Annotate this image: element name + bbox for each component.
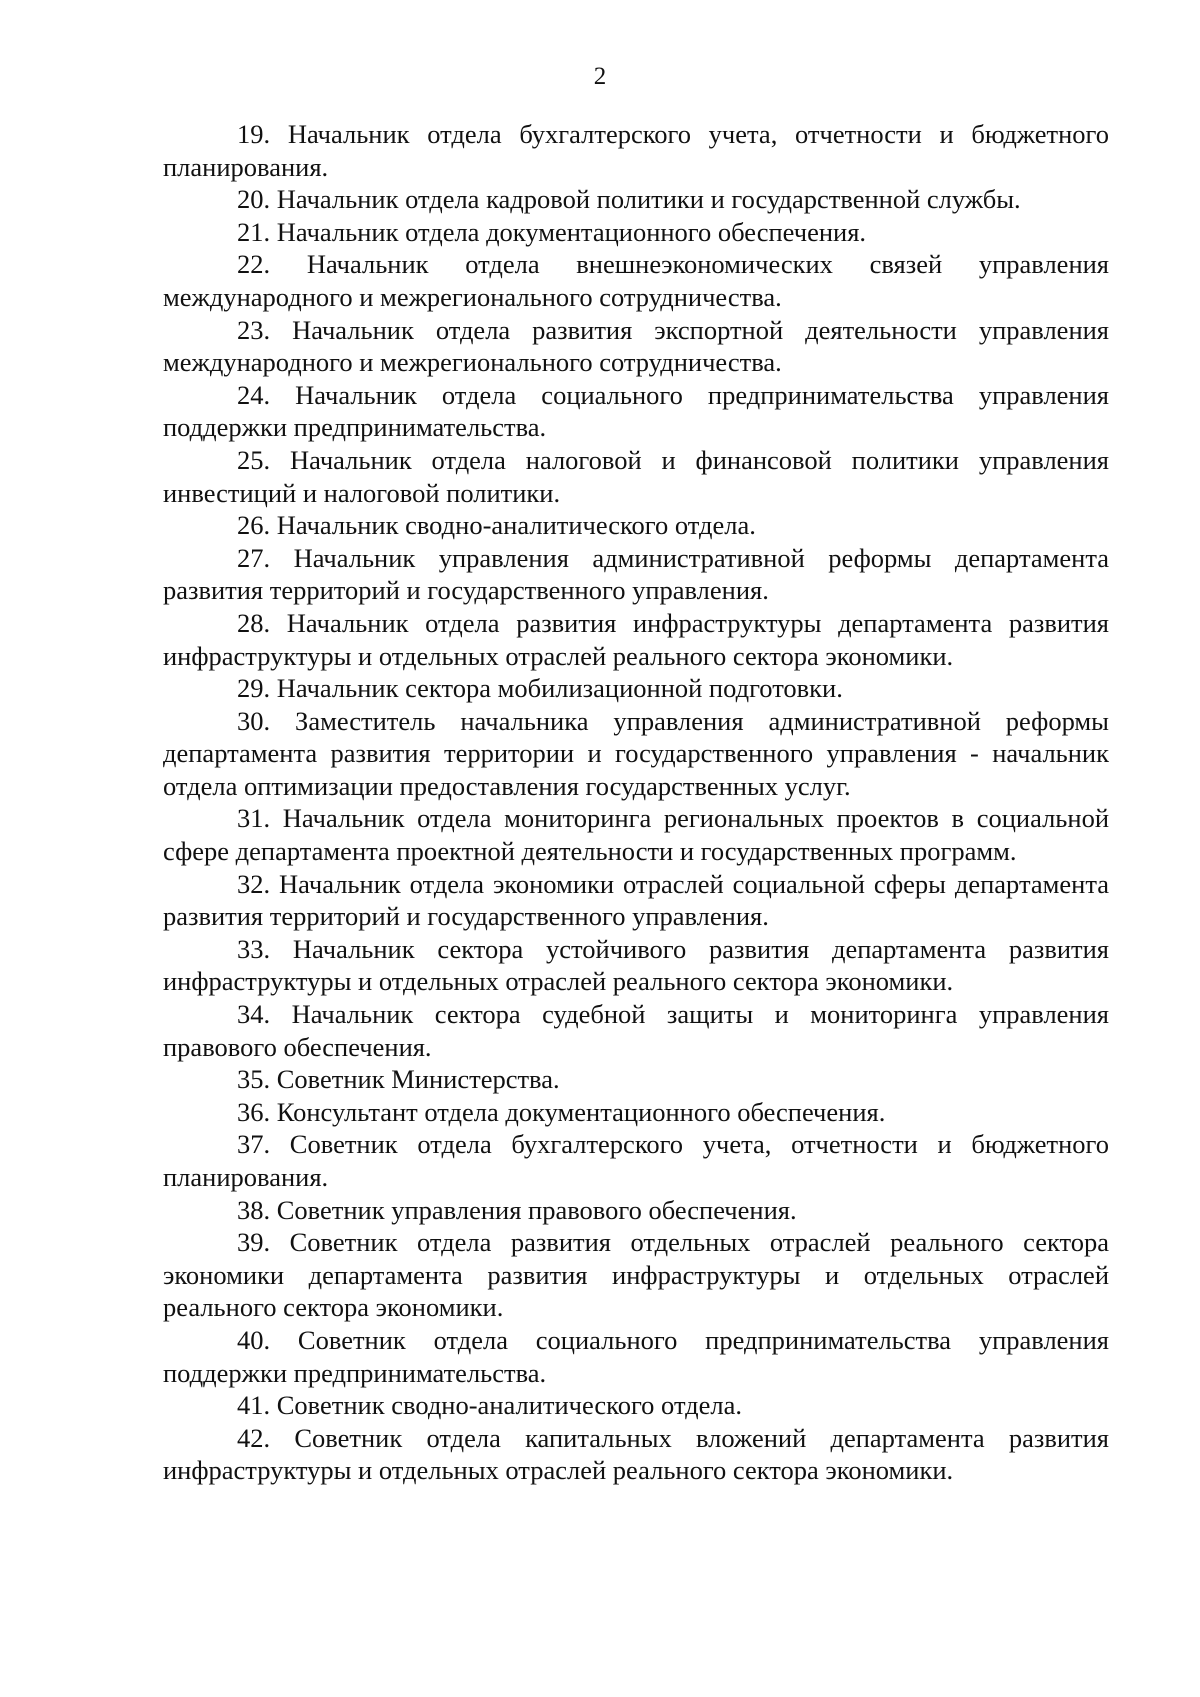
list-item: 33. Начальник сектора устойчивого развития департамента развития инфраструктуры и отдельных отраслей реального сектора экономики. xyxy=(163,933,1109,997)
list-item: 37. Советник отдела бухгалтерского учета, отчетности и бюджетного планирования. xyxy=(163,1129,1109,1192)
list-item: 39. Советник отдела развития отдельных отраслей реального сектора экономики департамента развития инфраструктуры и отдельных отраслей реального сектора экономики. xyxy=(163,1227,1109,1323)
list-item: 42. Советник отдела капитальных вложений департамента развития инфраструктуры и отдельных отраслей реального сектора экономики. xyxy=(163,1422,1109,1486)
list-item: 30. Заместитель начальника управления административной реформы департамента развития территории и государственного управления - начальник отдела оптимизации предоставления государственных услуг. xyxy=(163,705,1109,801)
list-item: 25. Начальник отдела налоговой и финансовой политики управления инвестиций и налоговой политики. xyxy=(163,444,1109,508)
list-item: 22. Начальник отдела внешнеэкономических связей управления международного и межрегионального сотрудничества. xyxy=(163,249,1109,312)
list-item: 24. Начальник отдела социального предпринимательства управления поддержки предпринимательства. xyxy=(163,379,1109,443)
list-item: 38. Советник управления правового обеспечения. xyxy=(237,1194,797,1225)
list-item: 36. Консультант отдела документационного обеспечения. xyxy=(237,1096,886,1127)
list-item: 40. Советник отдела социального предпринимательства управления поддержки предпринимательства. xyxy=(163,1324,1109,1388)
list-item: 32. Начальник отдела экономики отраслей социальной сферы департамента развития территорий и государственного управления. xyxy=(163,868,1109,932)
list-item: 28. Начальник отдела развития инфраструктуры департамента развития инфраструктуры и отдельных отраслей реального сектора экономики. xyxy=(163,607,1109,671)
list-item: 34. Начальник сектора судебной защиты и мониторинга управления правового обеспечения. xyxy=(163,999,1109,1062)
list-item: 35. Советник Министерства. xyxy=(237,1064,560,1095)
list-item: 27. Начальник управления административной реформы департамента развития территорий и государственного управления. xyxy=(163,542,1109,606)
position-list xyxy=(163,118,1109,1487)
list-item: 26. Начальник сводно-аналитического отдела. xyxy=(237,510,756,541)
list-item: 21. Начальник отдела документационного обеспечения. xyxy=(237,216,867,247)
list-item: 29. Начальник сектора мобилизационной подготовки. xyxy=(237,673,843,704)
list-item: 23. Начальник отдела развития экспортной деятельности управления международного и межрегионального сотрудничества. xyxy=(163,314,1109,378)
list-item: 19. Начальник отдела бухгалтерского учета, отчетности и бюджетного планирования. xyxy=(163,119,1109,182)
list-item: 31. Начальник отдела мониторинга региональных проектов в социальной сфере департамента проектной деятельности и государственных программ. xyxy=(163,803,1109,867)
page-number: 2 xyxy=(593,63,607,90)
list-item: 20. Начальник отдела кадровой политики и государственной службы. xyxy=(237,184,1021,215)
list-item: 41. Советник сводно-аналитического отдела. xyxy=(237,1390,743,1421)
